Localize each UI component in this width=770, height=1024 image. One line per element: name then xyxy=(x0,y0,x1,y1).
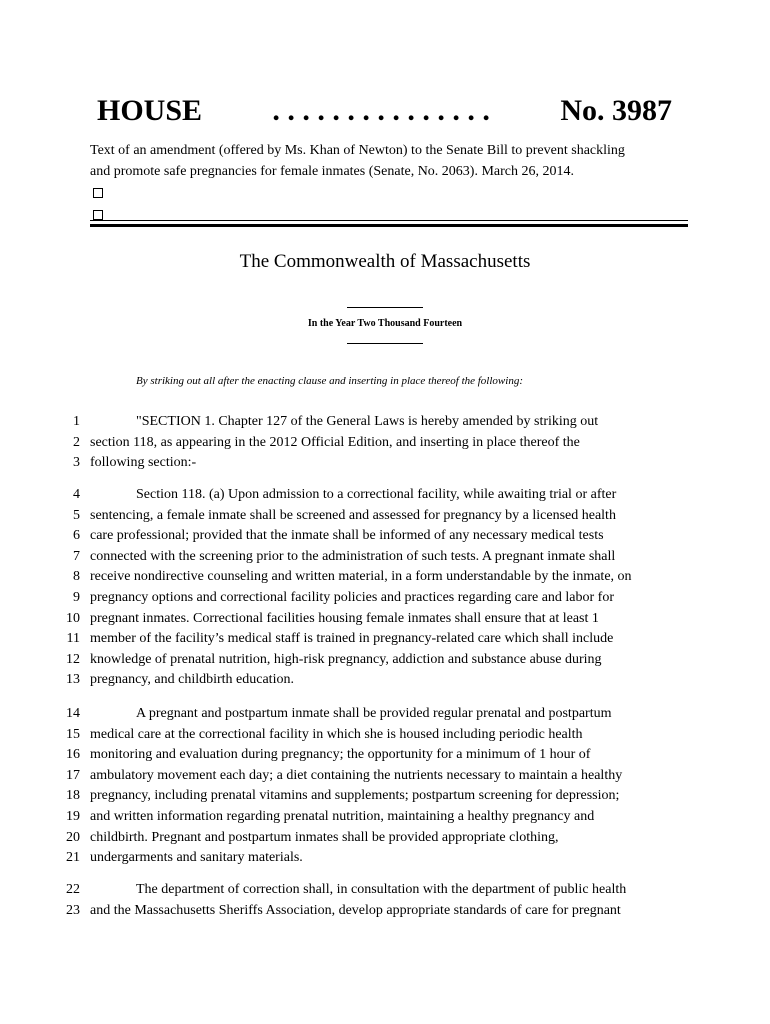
striking-clause: By striking out all after the enacting clause and inserting in place thereof the following: xyxy=(136,375,523,387)
line-number: 8 xyxy=(73,569,80,585)
header-divider-thin xyxy=(90,220,688,221)
bill-text-line: and the Massachusetts Sheriffs Association, develop appropriate standards of care for pregnant xyxy=(90,902,621,918)
amendment-description xyxy=(90,140,690,182)
bill-text-line: The department of correction shall, in consultation with the department of public health xyxy=(136,882,627,897)
bill-text-line: receive nondirective counseling and written material, in a form understandable by the inmate, on xyxy=(90,569,632,585)
bill-text-line: ambulatory movement each day; a diet containing the nutrients necessary to maintain a healthy xyxy=(90,767,623,783)
bill-text-line: medical care at the correctional facility in which she is housed including periodic health xyxy=(90,726,583,742)
amendment-line-1: Text of an amendment (offered by Ms. Khan of Newton) to the Senate Bill to prevent shackling xyxy=(90,143,625,158)
header-divider-thick xyxy=(90,224,688,227)
year-rule-top xyxy=(347,307,423,308)
session-year: In the Year Two Thousand Fourteen xyxy=(307,318,463,329)
bill-header xyxy=(97,93,672,129)
line-number: 17 xyxy=(66,767,80,783)
bill-text-line: Section 118. (a) Upon admission to a correctional facility, while awaiting trial or after xyxy=(136,487,617,502)
bill-text-line: A pregnant and postpartum inmate shall be provided regular prenatal and postpartum xyxy=(136,706,612,721)
line-number: 2 xyxy=(73,434,80,450)
bill-text-line: childbirth. Pregnant and postpartum inmates shall be provided appropriate clothing, xyxy=(90,829,559,845)
line-number: 22 xyxy=(66,882,80,897)
bill-text-line: sentencing, a female inmate shall be screened and assessed for pregnancy by a licensed health xyxy=(90,507,616,523)
bill-text-line: knowledge of prenatal nutrition, high-risk pregnancy, addiction and substance abuse during xyxy=(90,651,602,667)
bill-text-line: pregnancy, and childbirth education. xyxy=(90,672,294,688)
line-number: 16 xyxy=(66,747,80,763)
bill-text-line: connected with the screening prior to the administration of such tests. A pregnant inmate shall xyxy=(90,548,616,564)
empty-box-icon xyxy=(93,210,103,220)
line-number: 21 xyxy=(66,850,80,866)
bill-text-line: pregnant inmates. Correctional facilities housing female inmates shall ensure that at least 1 xyxy=(90,610,599,626)
bill-text-line: undergarments and sanitary materials. xyxy=(90,850,303,866)
bill-text-line: following section:- xyxy=(90,455,197,471)
house-label: HOUSE xyxy=(97,94,203,127)
bill-text-line: section 118, as appearing in the 2012 Official Edition, and inserting in place thereof the xyxy=(90,434,580,450)
bill-text-line: care professional; provided that the inmate shall be informed of any necessary medical tests xyxy=(90,528,604,544)
line-number: 9 xyxy=(73,590,80,605)
bill-number: No. 3987 xyxy=(560,94,672,127)
line-number: 19 xyxy=(66,809,80,824)
bill-text-line: "SECTION 1. Chapter 127 of the General Laws is hereby amended by striking out xyxy=(136,414,599,429)
line-number: 3 xyxy=(73,455,80,471)
line-number: 12 xyxy=(66,651,80,667)
line-number: 1 xyxy=(73,414,80,429)
bill-text-line: member of the facility’s medical staff is trained in pregnancy-related care which shall include xyxy=(90,631,614,647)
line-number: 4 xyxy=(73,487,80,502)
bill-text-line: monitoring and evaluation during pregnancy; the opportunity for a minimum of 1 hour of xyxy=(90,747,591,763)
line-number: 5 xyxy=(73,507,80,523)
line-number: 20 xyxy=(66,829,80,845)
header-dots: . . . . . . . . . . . . . . . xyxy=(272,94,490,127)
line-number: 18 xyxy=(66,788,80,804)
line-number: 15 xyxy=(66,726,80,742)
line-number: 7 xyxy=(73,548,80,564)
line-number: 23 xyxy=(66,902,80,918)
commonwealth-title: The Commonwealth of Massachusetts xyxy=(239,251,531,272)
empty-box-icon xyxy=(93,188,103,198)
amendment-line-2: and promote safe pregnancies for female inmates (Senate, No. 2063). March 26, 2014. xyxy=(90,164,575,179)
line-number: 6 xyxy=(73,528,80,544)
line-number: 11 xyxy=(66,631,80,647)
bill-text-line: pregnancy options and correctional facility policies and practices regarding care and labor for xyxy=(90,590,614,605)
line-number: 10 xyxy=(66,610,80,626)
bill-text-line: and written information regarding prenatal nutrition, maintaining a healthy pregnancy and xyxy=(90,809,595,824)
year-rule-bottom xyxy=(347,343,423,344)
bill-text-line: pregnancy, including prenatal vitamins and supplements; postpartum screening for depression; xyxy=(90,788,620,804)
line-number: 14 xyxy=(66,706,80,721)
line-number: 13 xyxy=(66,672,80,688)
